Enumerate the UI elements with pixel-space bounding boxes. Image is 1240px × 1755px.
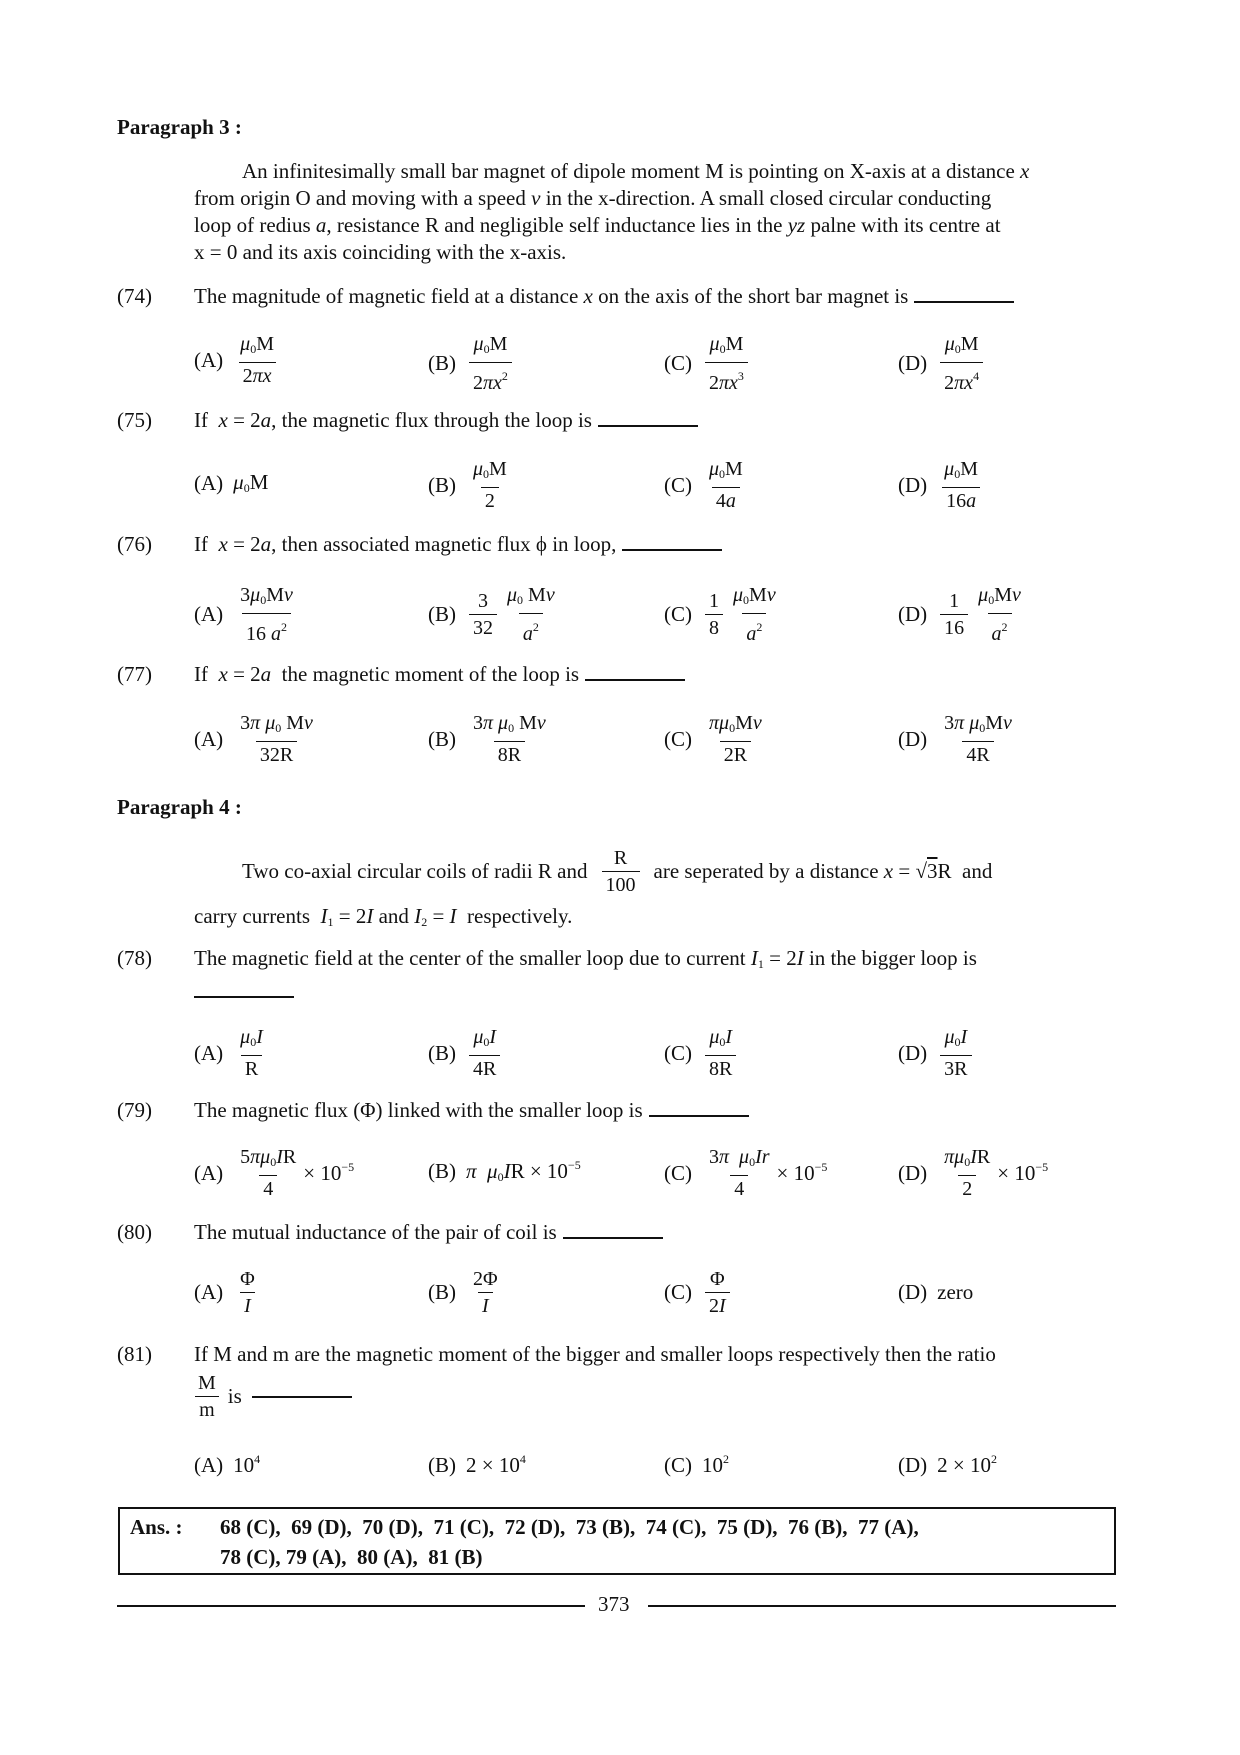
question-number: (76)	[117, 532, 152, 556]
question-text: If x = 2a, then associated magnetic flux ϕ in loop,	[194, 532, 722, 557]
option-d[interactable]: (D) $\frac{\mu 0M}{2\pi x^4}$	[898, 333, 986, 394]
option-b[interactable]: (B) π $\mu 0IR \times 10^{-5}$	[428, 1158, 581, 1184]
option-c[interactable]: (C) $\frac{\text{3π μ0Ir}}{4}$ × $10^{-5}$	[664, 1146, 828, 1200]
question-81-ratio: $\frac{M}{m}$ is	[194, 1372, 352, 1421]
option-c[interactable]: (C) $\frac{\mu 0M}{4a}$	[664, 458, 743, 512]
question-text: The magnetic field at the center of the smaller loop due to current I1 = 2I in the bigger loop is	[194, 946, 977, 971]
paragraph-3-heading: Paragraph 3 :	[117, 115, 242, 139]
option-a[interactable]: (A) μ0M	[194, 470, 269, 495]
option-b[interactable]: (B) $\frac{2\Phi}{I}$	[428, 1268, 498, 1317]
option-a[interactable]: (A) $\frac{\mu 0M}{2\pi x}$	[194, 333, 274, 387]
paragraph-4-line-2: carry currents I1 = 2I and I2 = I respectively.	[194, 904, 573, 929]
answer-key-box	[118, 1507, 1116, 1575]
option-d[interactable]: (D) $\frac{\mu 0M}{16a}$	[898, 458, 985, 512]
accessible-text	[0, 0, 1, 1]
option-a[interactable]: (A) $\frac{\text{3π μ0 Mv}}{32R}$	[194, 712, 313, 766]
question-number: (80)	[117, 1220, 152, 1244]
option-a[interactable]: (A) $\frac{3\mu 0Mv}{16 a^2}$	[194, 584, 293, 645]
option-b[interactable]: (B) $\frac{\mu 0M}{2}$	[428, 458, 507, 512]
option-c[interactable]: (C) $\frac{\mu 0I}{8R}$	[664, 1026, 739, 1080]
question-number: (75)	[117, 408, 152, 432]
para3-line: An infinitesimally small bar magnet of dipole moment M is pointing on X-axis at a distance x	[242, 159, 1030, 183]
question-text: If x = 2a, the magnetic flux through the loop is	[194, 408, 698, 433]
question-text: The mutual inductance of the pair of coil is	[194, 1220, 663, 1245]
option-b[interactable]: (B) $2 \times 10^4$	[428, 1452, 526, 1477]
option-c[interactable]: (C) $10^2$	[664, 1452, 729, 1477]
option-c[interactable]: (C) $\frac{\pi\mu 0Mv}{2R}$	[664, 712, 762, 766]
option-b[interactable]: (B) $\frac{\mu 0M}{2\pi x^2}$	[428, 333, 515, 394]
page-number: 373	[598, 1592, 630, 1616]
answer-key-line-1: 68 (C), 69 (D), 70 (D), 71 (C), 72 (D), 73 (B), 74 (C), 75 (D), 76 (B), 77 (A),	[220, 1515, 919, 1539]
paragraph-4-heading: Paragraph 4 :	[117, 795, 242, 819]
option-d[interactable]: (D) $\frac{\text{3π μ0Mv}}{4R}$	[898, 712, 1012, 766]
option-a[interactable]: (A) $10^4$	[194, 1452, 261, 1477]
option-a[interactable]: (A) $\frac{\mu 0I}{R}$	[194, 1026, 263, 1080]
question-number: (78)	[117, 946, 152, 970]
option-b[interactable]: (B) $\frac{3}{32}$ $\frac{\mu 0 Mv}{a^2}$	[428, 584, 555, 645]
answer-key-line-2: 78 (C), 79 (A), 80 (A), 81 (B)	[220, 1545, 483, 1569]
option-d[interactable]: (D) $\frac{1}{16}$ $\frac{\mu 0Mv}{a^2}$	[898, 584, 1021, 645]
option-c[interactable]: (C) $\frac{1}{8}$ $\frac{\mu 0Mv}{a^2}$	[664, 584, 776, 645]
footer-rule-left	[117, 1605, 585, 1607]
answer-blank	[194, 996, 294, 998]
option-d[interactable]: (D) $\frac{\pi\mu 0IR}{2}$ × $10^{-5}$	[898, 1146, 1049, 1200]
question-number: (74)	[117, 284, 152, 308]
option-c[interactable]: (C) $\frac{\Phi}{2I}$	[664, 1268, 733, 1317]
option-a[interactable]: (A) $\frac{5\pi\mu 0IR}{4}$ × $10^{-5}$	[194, 1146, 355, 1200]
question-number: (77)	[117, 662, 152, 686]
option-d[interactable]: (D) $2 \times 10^2$	[898, 1452, 997, 1477]
para3-line: from origin O and moving with a speed v in the x-direction. A small closed circular conducting	[194, 186, 992, 210]
option-d[interactable]: (D) zero	[898, 1280, 974, 1304]
para3-line: loop of redius a, resistance R and negligible self inductance lies in the yz palne with its centre at	[194, 213, 1001, 237]
paragraph-4-line-1: Two co-axial circular coils of radii R and $\frac{R}{100}$ are seperated by a distance x = √3R and	[242, 847, 993, 896]
option-a[interactable]: (A) $\frac{\Phi}{I}$	[194, 1268, 255, 1317]
question-text: The magnetic flux (Φ) linked with the smaller loop is	[194, 1098, 749, 1123]
footer-rule-right	[648, 1605, 1116, 1607]
question-text: If x = 2a the magnetic moment of the loop is	[194, 662, 685, 687]
paragraph-3-body	[194, 158, 1116, 266]
question-number: (81)	[117, 1342, 152, 1366]
option-b[interactable]: (B) $\frac{\text{3π μ0 Mv}}{8R}$	[428, 712, 546, 766]
option-d[interactable]: (D) $\frac{\mu 0I}{3R}$	[898, 1026, 975, 1080]
question-number: (79)	[117, 1098, 152, 1122]
question-text: The magnitude of magnetic field at a distance x on the axis of the short bar magnet is	[194, 284, 1014, 309]
option-c[interactable]: (C) $\frac{\mu 0M}{2\pi x^3}$	[664, 333, 751, 394]
answer-key-label: Ans. :	[130, 1515, 183, 1539]
option-b[interactable]: (B) $\frac{\mu 0I}{4R}$	[428, 1026, 503, 1080]
para3-line: x = 0 and its axis coinciding with the x-axis.	[194, 240, 567, 264]
question-text: If M and m are the magnetic moment of the bigger and smaller loops respectively then the ratio	[194, 1342, 996, 1366]
